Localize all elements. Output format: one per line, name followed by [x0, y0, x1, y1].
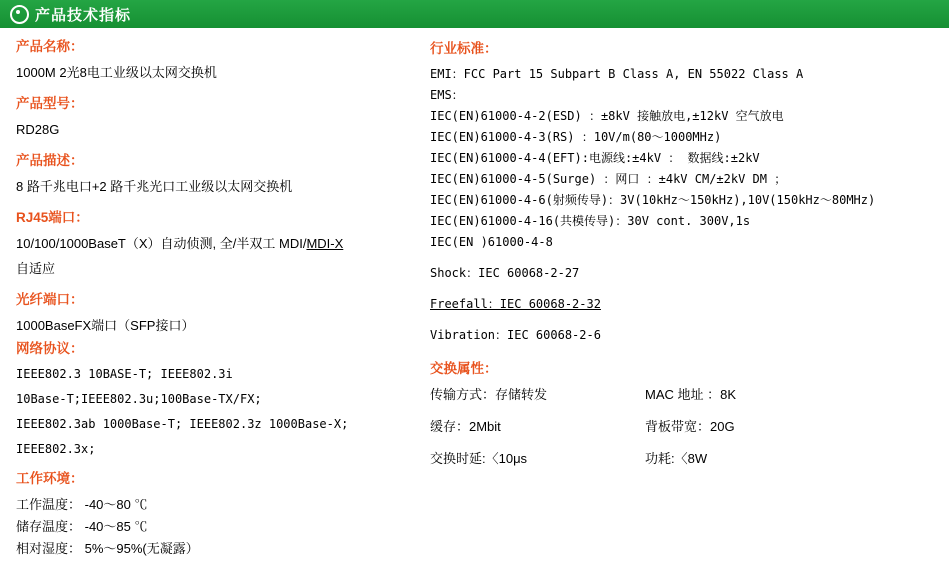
section-title: 行业标准：: [430, 41, 498, 56]
standard-line: EMI：FCC Part 15 Subpart B Class A, EN 55022 Class A: [430, 67, 804, 81]
section-body: 1000M 2光8电工业级以太网交换机: [16, 65, 217, 80]
section-title: RJ45端口：: [16, 210, 89, 225]
target-circle-icon: [10, 5, 29, 24]
attr-mac-address: MAC 地址 ：8K: [645, 387, 737, 402]
protocol-line: IEEE802.3x;: [16, 442, 96, 456]
section-network-protocol: [16, 340, 420, 460]
page-title: 产品技术指标: [35, 6, 132, 24]
standard-line: IEC(EN)61000-4-16(共模传导)：30V cont. 300V,1s: [430, 214, 751, 228]
attr-transmission-mode: 传输方式：存储转发: [430, 387, 548, 402]
section-industry-standards: [430, 40, 949, 346]
rj45-line-1: 10/100/1000BaseT（X）自动侦测, 全/半双工 MDI/MDI-X: [16, 236, 344, 251]
standards-list: [430, 64, 949, 253]
standard-line: IEC(EN)61000-4-4(EFT):电源线:±4kV ： 数据线:±2kV: [430, 151, 760, 165]
attr-buffer: 缓存：2Mbit: [430, 419, 501, 434]
environment-line: 相对湿度： 5%～95%(无凝露）: [16, 541, 199, 556]
section-title: 工作环境：: [16, 471, 84, 486]
attr-switching-latency: 交换时延:〈10μs: [430, 451, 528, 466]
section-product-name: [16, 38, 420, 83]
environment-line: 工作温度： -40～80 ℃: [16, 497, 148, 512]
freefall-line: Freefall：IEC 60068-2-32: [430, 297, 601, 311]
section-title: 产品型号：: [16, 96, 84, 111]
right-column: [420, 38, 949, 560]
section-body: RD28G: [16, 122, 60, 137]
standard-line: IEC(EN)61000-4-2(ESD) ：±8kV 接触放电,±12kV 空气放电: [430, 109, 784, 123]
standard-line: IEC(EN)61000-4-5(Surge) ：网口 ：±4kV CM/±2kV DM ；: [430, 172, 787, 186]
section-title: 交换属性：: [430, 361, 498, 376]
protocol-line: 10Base-T;IEEE802.3u;100Base-TX/FX;: [16, 392, 262, 406]
section-title: 网络协议：: [16, 341, 84, 356]
standard-line: IEC(EN)61000-4-6(射频传导)：3V(10kHz～150kHz),10V(150kHz～80MHz): [430, 193, 876, 207]
section-title: 产品描述：: [16, 153, 84, 168]
protocol-line: IEEE802.3 10BASE-T; IEEE802.3i: [16, 367, 233, 381]
section-body: 8 路千兆电口+2 路千兆光口工业级以太网交换机: [16, 179, 293, 194]
attr-backplane-bandwidth: 背板带宽：20G: [645, 419, 735, 434]
section-rj45-port: [16, 209, 420, 279]
page-header: [0, 0, 949, 28]
environment-line: 储存温度： -40～85 ℃: [16, 519, 148, 534]
section-body-line: 自适应: [16, 261, 56, 276]
section-fiber-port: [16, 291, 420, 336]
section-product-model: [16, 95, 420, 140]
section-title: 光纤端口：: [16, 292, 84, 307]
protocol-line: IEEE802.3ab 1000Base-T; IEEE802.3z 1000Base-X;: [16, 417, 349, 431]
switching-attribute-grid: [430, 384, 949, 470]
shock-line: Shock：IEC 60068-2-27: [430, 266, 580, 280]
section-body-line: [16, 233, 420, 254]
vibration-line: Vibration：IEC 60068-2-6: [430, 328, 601, 342]
left-column: [0, 38, 420, 560]
section-product-description: [16, 152, 420, 197]
section-body: 1000BaseFX端口（SFP接口）: [16, 318, 195, 333]
section-title: 产品名称：: [16, 39, 84, 54]
standard-line: IEC(EN )61000-4-8: [430, 235, 553, 249]
section-switching-attributes: [430, 360, 949, 470]
attr-power-consumption: 功耗:〈8W: [645, 451, 708, 466]
standard-line: IEC(EN)61000-4-3(RS) ：10V/m(80～1000MHz): [430, 130, 722, 144]
content-columns: [0, 28, 949, 560]
standard-line: EMS：: [430, 88, 464, 102]
section-environment: [16, 470, 420, 560]
